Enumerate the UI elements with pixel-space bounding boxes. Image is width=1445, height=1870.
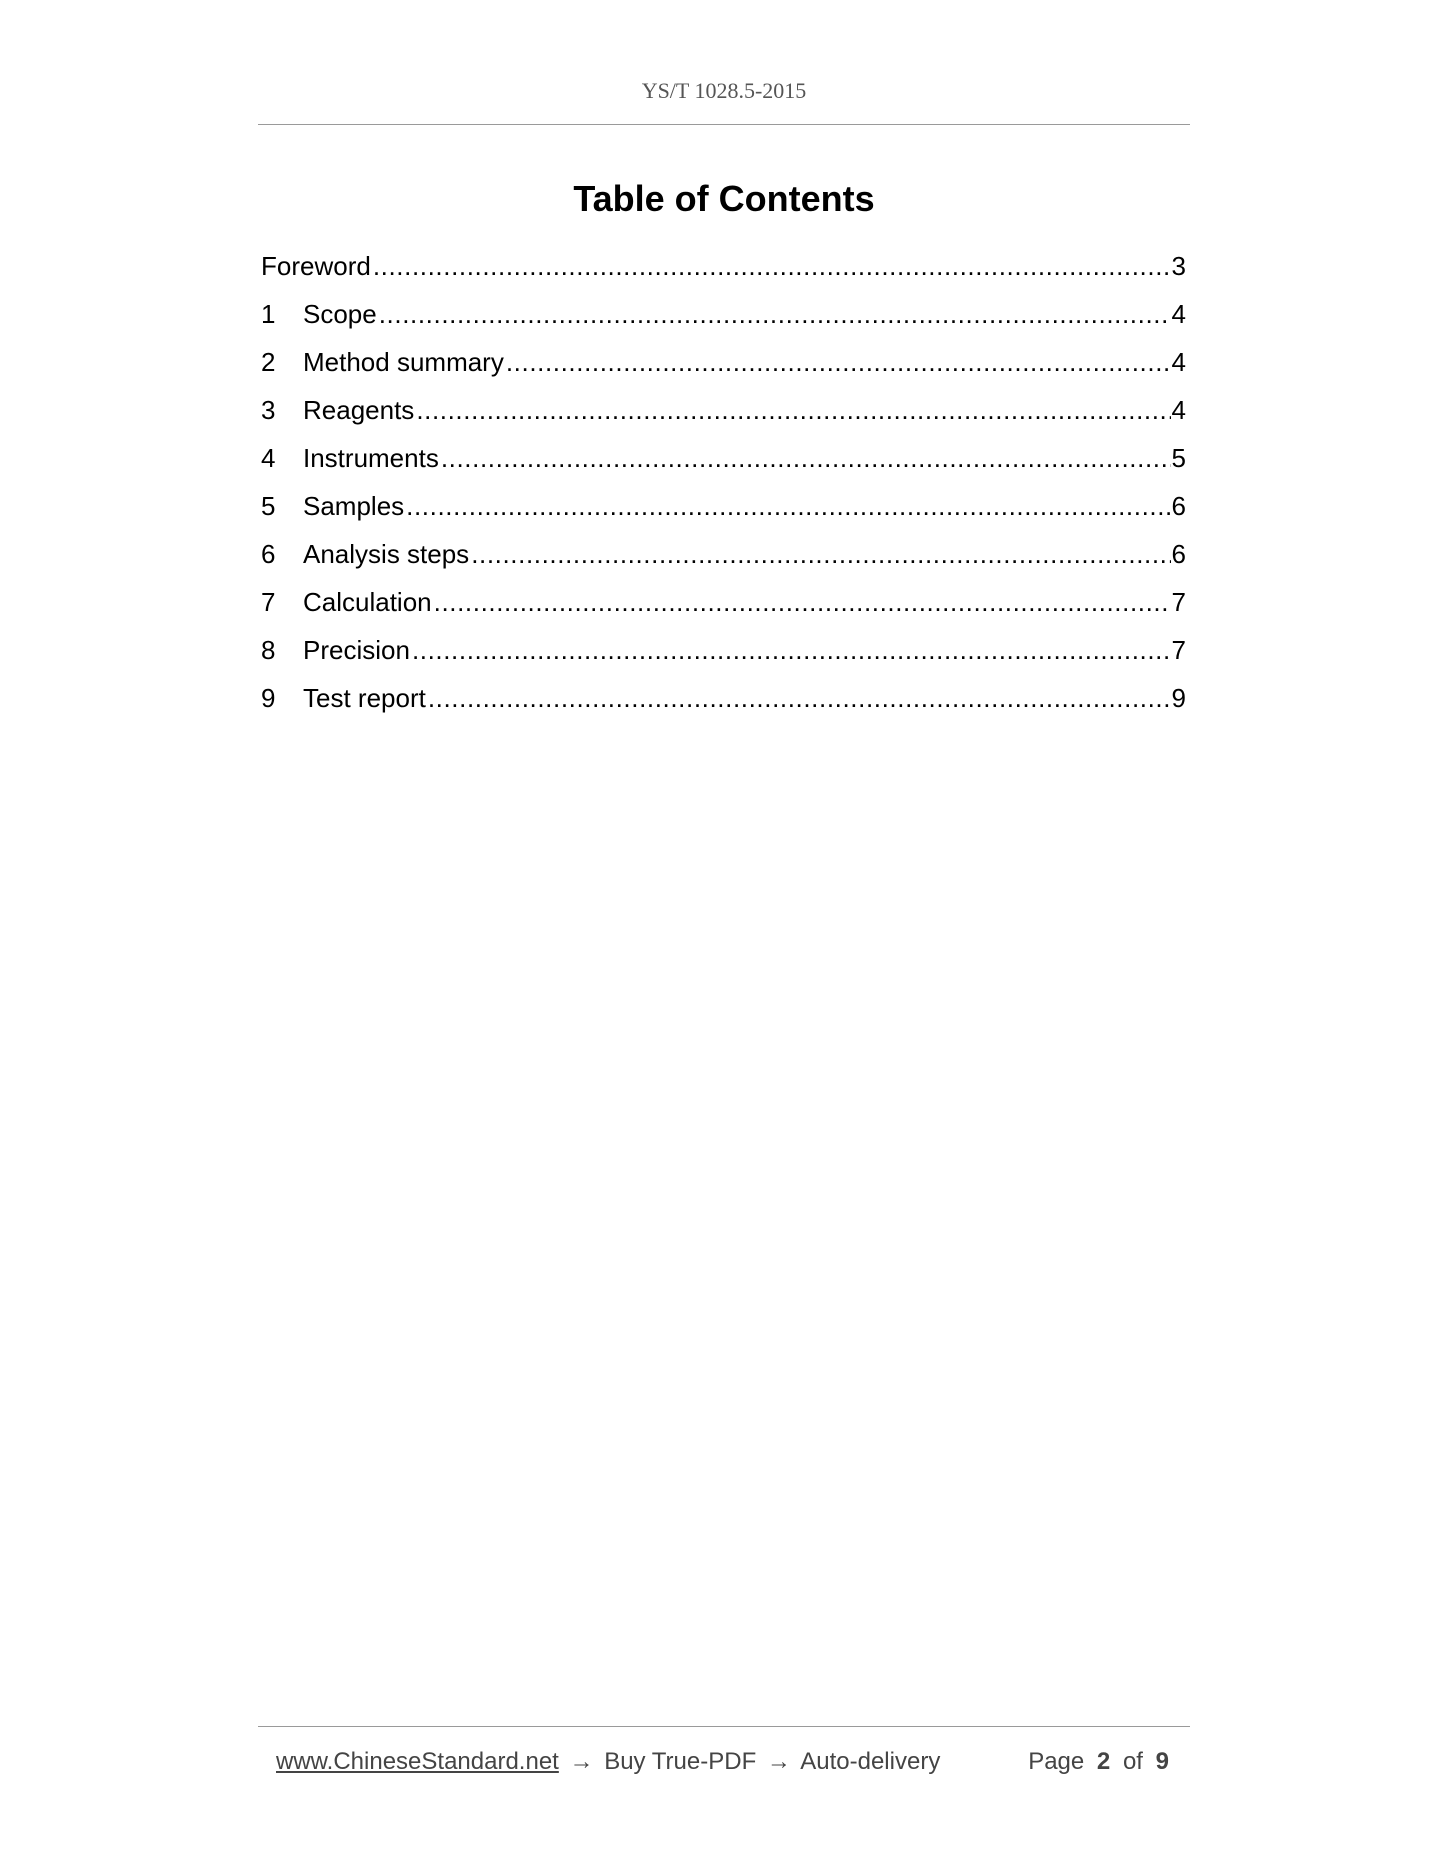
- toc-entry-number: 3: [261, 395, 276, 425]
- toc-entry-label: Scope: [303, 299, 377, 329]
- toc-entry-precision[interactable]: [261, 632, 1186, 680]
- page-current: 2: [1096, 1748, 1111, 1775]
- page-indicator: [1028, 1748, 1175, 1776]
- toc-entry-page: 6: [1171, 539, 1186, 569]
- toc-leader-dots: [379, 296, 1171, 332]
- toc-entry-number: 1: [261, 299, 276, 329]
- toc-entry-calculation[interactable]: [261, 584, 1186, 632]
- toc-entry-page: 4: [1171, 299, 1186, 329]
- toc-entry-number: 6: [261, 539, 276, 569]
- toc-entry-number: 8: [261, 635, 276, 665]
- footer-promo: [276, 1748, 940, 1776]
- toc-entry-number: 5: [261, 491, 276, 521]
- toc-entry-number: 4: [261, 443, 276, 473]
- toc-entry-instruments[interactable]: [261, 440, 1186, 488]
- toc-leader-dots: [416, 392, 1170, 428]
- toc-entry-page: 4: [1171, 347, 1186, 377]
- toc-leader-dots: [406, 488, 1170, 524]
- toc-list: [261, 248, 1186, 728]
- toc-entry-method-summary[interactable]: [261, 344, 1186, 392]
- toc-entry-number: 2: [261, 347, 276, 377]
- toc-entry-label: Reagents: [303, 395, 415, 425]
- page-label: Page: [1028, 1748, 1085, 1775]
- toc-entry-analysis-steps[interactable]: [261, 536, 1186, 584]
- toc-entry-scope[interactable]: [261, 296, 1186, 344]
- page-of-label: of: [1122, 1748, 1143, 1775]
- toc-entry-foreword[interactable]: [261, 248, 1186, 296]
- arrow-right-icon: →: [766, 1748, 791, 1775]
- toc-entry-label: Analysis steps: [303, 539, 470, 569]
- toc-title: Table of Contents: [573, 178, 875, 219]
- toc-leader-dots: [434, 584, 1171, 620]
- toc-entry-number: 7: [261, 587, 276, 617]
- toc-leader-dots: [471, 536, 1170, 572]
- toc-leader-dots: [412, 632, 1171, 668]
- toc-entry-test-report[interactable]: [261, 680, 1186, 728]
- toc-entry-page: 5: [1171, 443, 1186, 473]
- toc-entry-label: Instruments: [303, 443, 439, 473]
- toc-leader-dots: [441, 440, 1171, 476]
- toc-entry-label: Samples: [303, 491, 405, 521]
- toc-entry-page: 6: [1171, 491, 1186, 521]
- toc-entry-samples[interactable]: [261, 488, 1186, 536]
- toc-entry-number: 9: [261, 683, 276, 713]
- toc-entry-page: 9: [1171, 683, 1186, 713]
- toc-entry-label: Method summary: [303, 347, 504, 377]
- header-divider: [258, 124, 1190, 125]
- toc-entry-label: Test report: [303, 683, 426, 713]
- page-footer: [276, 1748, 1175, 1776]
- toc-entry-page: 3: [1171, 251, 1186, 281]
- page-total: 9: [1155, 1748, 1169, 1775]
- document-header-code: YS/T 1028.5-2015: [641, 78, 807, 103]
- buy-true-pdf-text: Buy True-PDF: [604, 1748, 757, 1775]
- toc-leader-dots: [428, 680, 1171, 716]
- toc-entry-page: 7: [1171, 587, 1186, 617]
- toc-leader-dots: [506, 344, 1171, 380]
- toc-entry-label: Precision: [303, 635, 410, 665]
- toc-entry-reagents[interactable]: [261, 392, 1186, 440]
- footer-divider: [258, 1726, 1190, 1727]
- toc-entry-label: Calculation: [303, 587, 432, 617]
- toc-entry-page: 4: [1171, 395, 1186, 425]
- toc-entry-label: Foreword: [261, 251, 371, 281]
- toc-leader-dots: [373, 248, 1171, 284]
- auto-delivery-text: Auto-delivery: [800, 1748, 941, 1775]
- toc-entry-page: 7: [1171, 635, 1186, 665]
- site-link[interactable]: www.ChineseStandard.net: [276, 1748, 559, 1775]
- arrow-right-icon: →: [569, 1748, 594, 1775]
